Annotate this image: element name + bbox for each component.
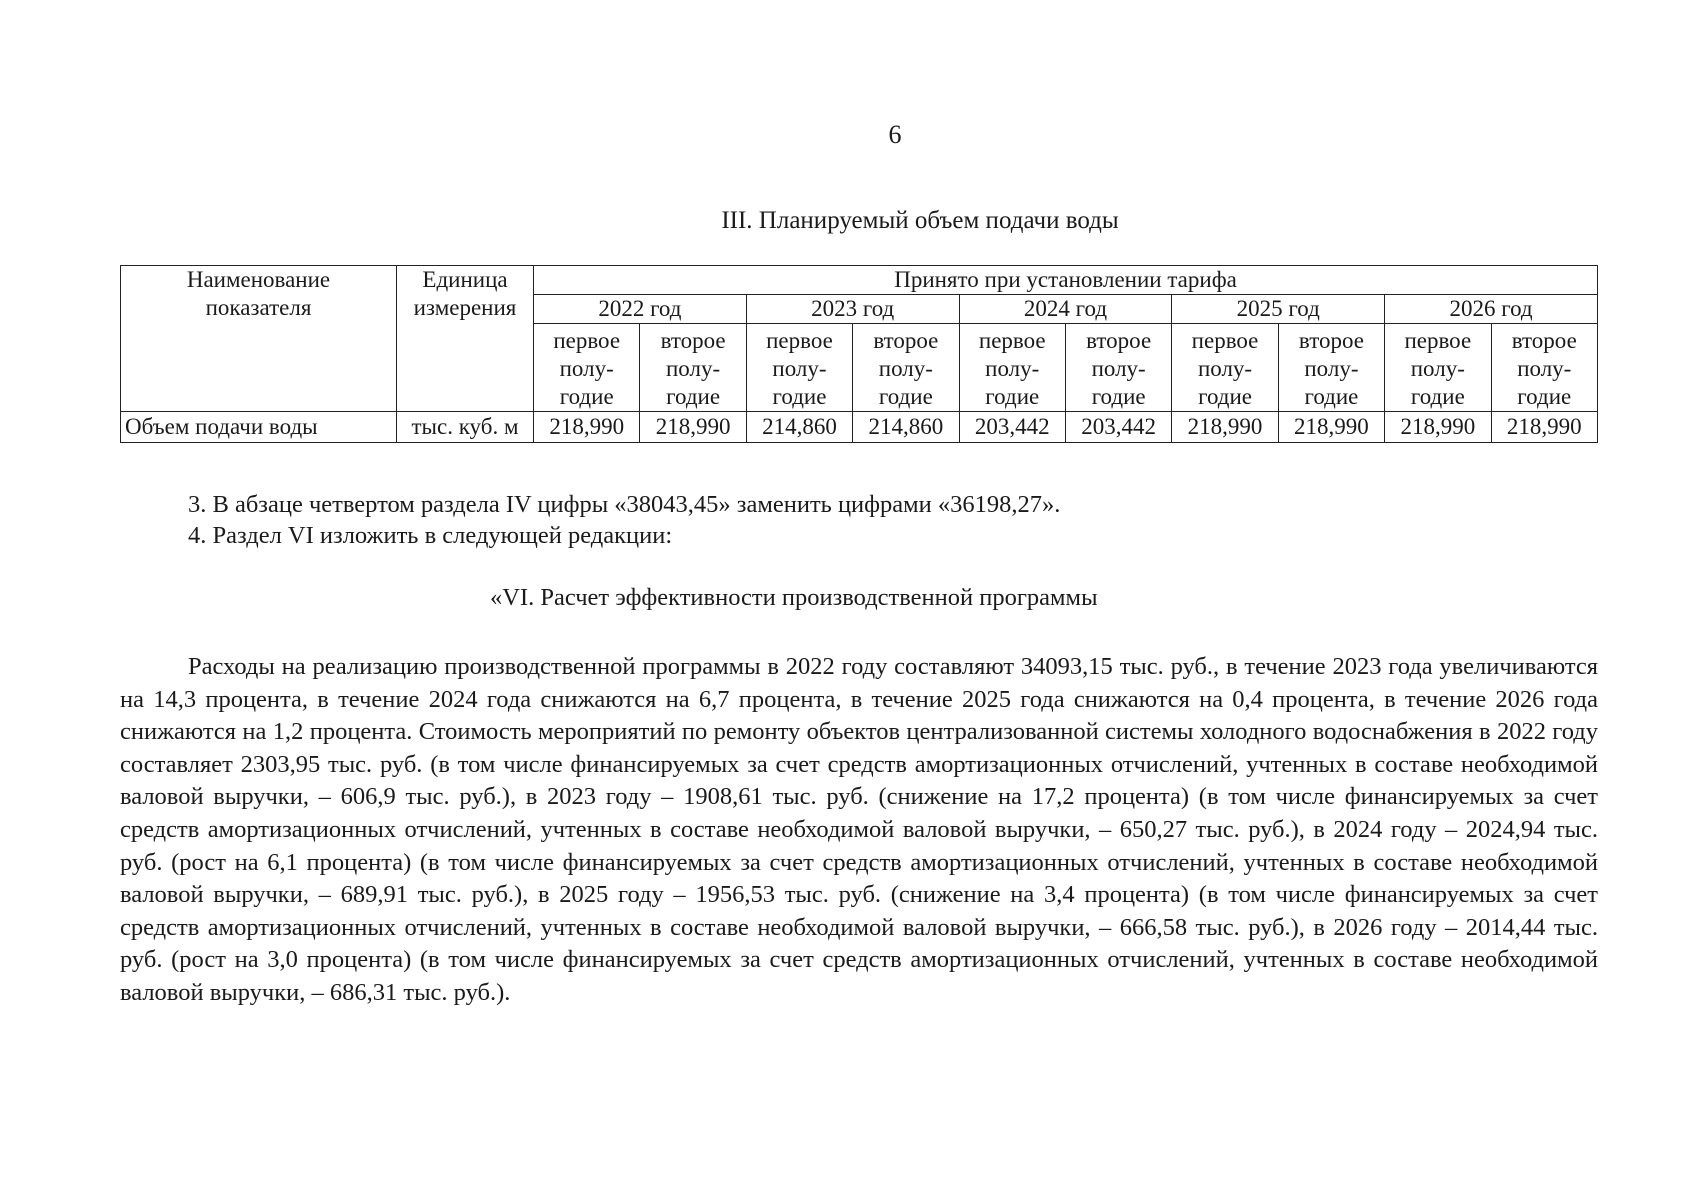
half-header-second: второе полу- годие: [1065, 324, 1171, 412]
value-2023-h1: 214,860: [746, 412, 852, 443]
value-2025-h2: 218,990: [1278, 412, 1384, 443]
year-header-2024: 2024 год: [959, 295, 1172, 324]
half-header-first: первое полу- годие: [959, 324, 1065, 412]
value-2022-h1: 218,990: [534, 412, 640, 443]
column-group-header-tariff: Принято при установлении тарифа: [534, 266, 1598, 295]
year-header-2025: 2025 год: [1172, 295, 1385, 324]
value-2022-h2: 218,990: [640, 412, 746, 443]
value-2025-h1: 218,990: [1172, 412, 1278, 443]
column-header-unit: [397, 266, 534, 412]
half-header-first: первое полу- годие: [1385, 324, 1491, 412]
half-header-second: второе полу- годие: [1278, 324, 1384, 412]
row-unit: тыс. куб. м: [397, 412, 534, 443]
value-2023-h2: 214,860: [853, 412, 959, 443]
paragraph-4: 4. Раздел VI изложить в следующей редакции:: [188, 522, 673, 549]
value-2026-h1: 218,990: [1385, 412, 1491, 443]
section-vi-title: «VI. Расчет эффективности производственной программы: [490, 584, 1098, 611]
section-vi-body: Расходы на реализацию производственной программы в 2022 году составляют 34093,15 тыс. руб., в течение 2023 года увеличиваются на 14,3 процента, в течение 2024 года снижаются на 6,7 процента, в течение 2025 года снижаются на 0,4 процента, в течение 2026 года снижаются на 1,2 процента. Стоимость мероприятий по ремонту объектов централизованной системы холодного водоснабжения в 2022 году составляет 2303,95 тыс. руб. (в том числе финансируемых за счет средств амортизационных отчислений, учтенных в составе необходимой валовой выручки, – 606,9 тыс. руб.), в 2023 году – 1908,61 тыс. руб. (снижение на 17,2 процента) (в том числе финансируемых за счет средств амортизационных отчислений, учтенных в составе необходимой валовой выручки, – 650,27 тыс. руб.), в 2024 году – 2024,94 тыс. руб. (рост на 6,1 процента) (в том числе финансируемых за счет средств амортизационных отчислений, учтенных в составе необходимой валовой выручки, – 689,91 тыс. руб.), в 2025 году – 1956,53 тыс. руб. (снижение на 3,4 процента) (в том числе финансируемых за счет средств амортизационных отчислений, учтенных в составе необходимой валовой выручки, – 666,58 тыс. руб.), в 2026 году – 2014,44 тыс. руб. (рост на 3,0 процента) (в том числе финансируемых за счет средств амортизационных отчислений, учтенных в составе необходимой валовой выручки, – 686,31 тыс. руб.).: [120, 653, 1598, 1006]
water-supply-table: [120, 265, 1598, 443]
column-header-indicator-name: [121, 266, 397, 412]
half-header-second: второе полу- годие: [1491, 324, 1598, 412]
half-header-second: второе полу- годие: [640, 324, 746, 412]
half-header-second: второе полу- годие: [853, 324, 959, 412]
table-header-row-1: [121, 266, 1598, 295]
column-header-indicator-name-line-1: Наименование: [186, 267, 331, 292]
table-row: [121, 412, 1598, 443]
section-title: III. Планируемый объем подачи воды: [721, 207, 1119, 234]
value-2026-h2: 218,990: [1491, 412, 1598, 443]
year-header-2026: 2026 год: [1385, 295, 1598, 324]
column-header-unit-line-1: Единица: [422, 267, 508, 292]
column-header-unit-line-2: измерения: [413, 295, 517, 320]
year-header-2023: 2023 год: [746, 295, 959, 324]
paragraph-3: 3. В абзаце четвертом раздела IV цифры «38043,45» заменить цифрами «36198,27».: [188, 491, 1061, 518]
page-number: 6: [888, 120, 902, 149]
row-indicator-name: Объем подачи воды: [121, 412, 397, 443]
half-header-first: первое полу- годие: [746, 324, 852, 412]
half-header-first: первое полу- годие: [534, 324, 640, 412]
value-2024-h1: 203,442: [959, 412, 1065, 443]
column-header-indicator-name-line-2: показателя: [205, 295, 312, 320]
half-header-first: первое полу- годие: [1172, 324, 1278, 412]
year-header-2022: 2022 год: [534, 295, 747, 324]
value-2024-h2: 203,442: [1065, 412, 1171, 443]
